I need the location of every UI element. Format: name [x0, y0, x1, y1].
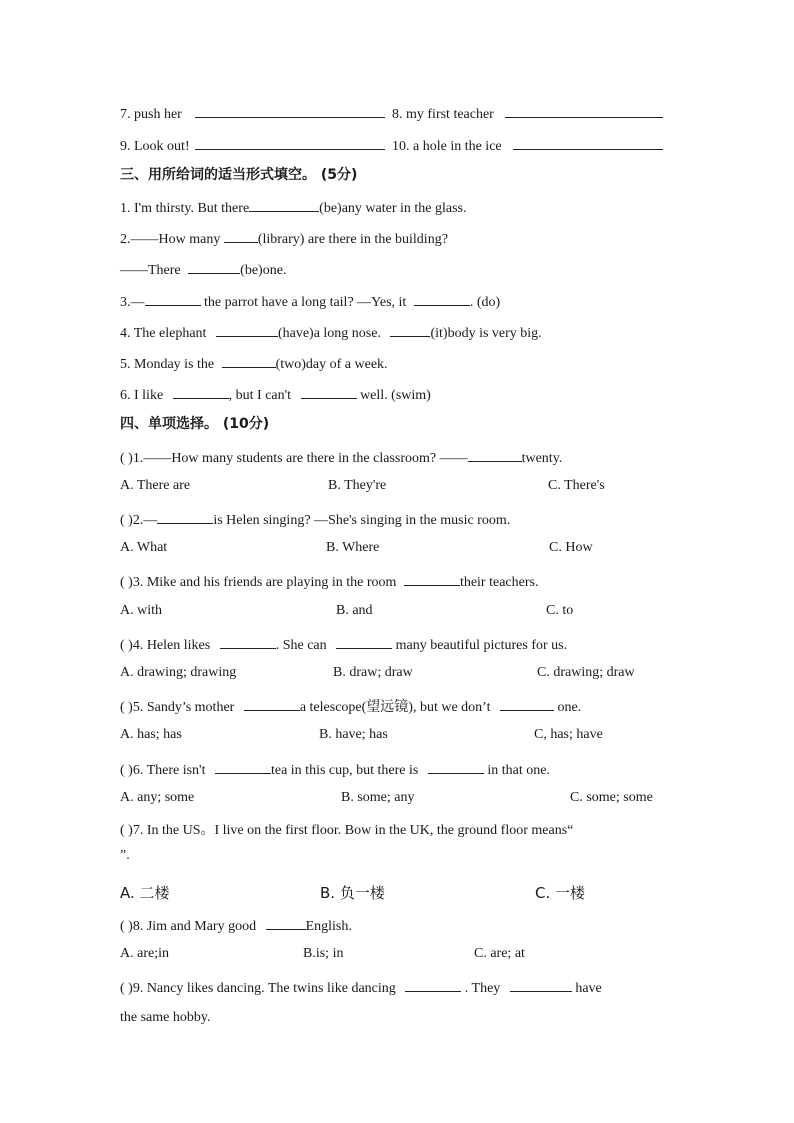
s4-q2-option-c[interactable]: C. How: [549, 540, 593, 555]
item-9-text: 9. Look out!: [120, 139, 190, 154]
s3-q5-text: 5. Monday is the: [120, 357, 215, 372]
item-7-text: 7. push her: [120, 107, 182, 122]
answer-blank[interactable]: [390, 322, 430, 337]
s3-q1-text: 1. I'm thirsty. But there: [120, 201, 250, 216]
answer-blank[interactable]: [224, 228, 258, 243]
s3-question-1: [120, 197, 674, 219]
s3-q6-text-2: , but I can't: [228, 388, 292, 403]
s4-q8-option-c[interactable]: C. are; at: [474, 946, 525, 961]
s4-q3-option-c[interactable]: C. to: [546, 603, 574, 618]
s3-q4-text: 4. The elephant: [120, 326, 207, 341]
s3-q3-text-3: . (do): [469, 295, 501, 310]
answer-blank[interactable]: [188, 259, 240, 274]
answer-blank[interactable]: [500, 696, 554, 711]
s4-question-8: [120, 915, 674, 937]
s3-q3-text-2: the parrot have a long tail? —Yes, it: [200, 295, 407, 310]
s4-q9-text-2: . They: [461, 981, 501, 996]
s4-question-9: [120, 977, 674, 999]
s4-q5-option-c[interactable]: C, has; have: [534, 727, 603, 742]
s4-q9-text-3: have: [571, 981, 602, 996]
section-4-heading: 四、单项选择。 (10分): [120, 416, 270, 432]
s3-q4-text-2: (have)a long nose.: [277, 326, 381, 341]
answer-blank[interactable]: [266, 915, 306, 930]
s4-question-4: [120, 634, 674, 656]
item-10-text: 10. a hole in the ice: [392, 139, 502, 154]
s4-question-9-continued: [120, 1008, 674, 1028]
item-8-text: 8. my first teacher: [392, 107, 494, 122]
s4-q1-option-b[interactable]: B. They're: [328, 478, 387, 493]
answer-blank[interactable]: [468, 447, 522, 462]
s4-q3-text-2: their teachers.: [459, 575, 539, 590]
item-10: [392, 135, 663, 155]
s4-question-3: [120, 571, 674, 593]
s4-q7-option-b[interactable]: B. 负一楼: [320, 884, 385, 902]
s3-question-4: [120, 322, 674, 344]
s4-q9-text-4: the same hobby.: [120, 1010, 211, 1025]
s4-q7-text-2: ”.: [120, 848, 130, 863]
answer-blank[interactable]: [510, 977, 572, 992]
s4-question-2: [120, 509, 674, 531]
answer-blank[interactable]: [405, 977, 461, 992]
s3-q2c-text: ——There: [120, 263, 181, 278]
answer-blank[interactable]: [222, 353, 276, 368]
s3-q2c-text-2: (be)one.: [240, 263, 287, 278]
s3-question-2: [120, 228, 674, 250]
s4-q6-text-2: tea in this cup, but there is: [270, 763, 419, 778]
s4-q5-text-2: a telescope(望远镜), but we don’t: [299, 700, 491, 715]
s4-q4-text: ( )4. Helen likes: [120, 638, 211, 653]
s4-q2-option-a[interactable]: A. What: [120, 540, 168, 555]
s4-question-7-continued: [120, 846, 674, 866]
answer-blank[interactable]: [145, 291, 201, 306]
s4-q4-option-b[interactable]: B. draw; draw: [333, 665, 413, 680]
s4-q7-text: ( )7. In the US。I live on the first floor. Bow in the UK, the ground floor means“: [120, 823, 574, 838]
answer-blank[interactable]: [195, 135, 385, 150]
s4-question-1: [120, 447, 674, 469]
answer-blank[interactable]: [336, 634, 392, 649]
s4-q3-option-b[interactable]: B. and: [336, 603, 373, 618]
answer-blank[interactable]: [220, 634, 276, 649]
section-3-heading: 三、用所给词的适当形式填空。 (5分): [120, 167, 358, 183]
answer-blank[interactable]: [513, 135, 663, 150]
s4-q2-text-2: is Helen singing? —She's singing in the music room.: [213, 513, 511, 528]
s4-q1-text-2: twenty.: [521, 451, 563, 466]
s3-q4-text-3: (it)body is very big.: [430, 326, 542, 341]
s4-q8-option-a[interactable]: A. are;in: [120, 946, 169, 961]
answer-blank[interactable]: [505, 103, 663, 118]
answer-blank[interactable]: [216, 322, 278, 337]
s4-q6-option-c[interactable]: C. some; some: [570, 790, 653, 805]
s4-q4-option-a[interactable]: A. drawing; drawing: [120, 665, 237, 680]
s4-q1-option-c[interactable]: C. There's: [548, 478, 605, 493]
answer-blank[interactable]: [404, 571, 460, 586]
s4-q8-option-b[interactable]: B.is; in: [303, 946, 344, 961]
s4-q7-option-a[interactable]: A. 二楼: [120, 884, 170, 902]
s3-question-5: [120, 353, 674, 375]
answer-blank[interactable]: [414, 291, 470, 306]
s3-q1-text-2: (be)any water in the glass.: [319, 201, 467, 216]
s4-q1-option-a[interactable]: A. There are: [120, 478, 191, 493]
s4-q6-text: ( )6. There isn't: [120, 763, 206, 778]
s3-q3-text: 3.—: [120, 295, 145, 310]
answer-blank[interactable]: [157, 509, 213, 524]
s3-q2-text-2: (library) are there in the building?: [257, 232, 448, 247]
s4-q6-text-3: in that one.: [483, 763, 550, 778]
s3-q5-text-2: (two)day of a week.: [275, 357, 388, 372]
s4-q9-text: ( )9. Nancy likes dancing. The twins like dancing: [120, 981, 396, 996]
s4-q3-option-a[interactable]: A. with: [120, 603, 162, 618]
s4-q4-text-3: many beautiful pictures for us.: [392, 638, 568, 653]
s4-question-7: [120, 821, 674, 841]
s4-q3-text: ( )3. Mike and his friends are playing in the room: [120, 575, 397, 590]
s3-q2-text: 2.——How many: [120, 232, 221, 247]
s4-q4-text-2: . She can: [275, 638, 327, 653]
item-7: [120, 103, 385, 123]
s4-q5-text: ( )5. Sandy’s mother: [120, 700, 235, 715]
s3-q6-text-3: well. (swim): [356, 388, 431, 403]
s4-q5-option-b[interactable]: B. have; has: [319, 727, 388, 742]
s4-question-5: [120, 696, 674, 718]
answer-blank[interactable]: [215, 759, 271, 774]
s4-question-6: [120, 759, 674, 781]
item-8: [392, 103, 663, 123]
s4-q5-text-3: one.: [553, 700, 582, 715]
s4-q2-option-b[interactable]: B. Where: [326, 540, 380, 555]
answer-blank[interactable]: [173, 384, 229, 399]
s4-q4-option-c[interactable]: C. drawing; draw: [537, 665, 635, 680]
s4-q5-option-a[interactable]: A. has; has: [120, 727, 182, 742]
answer-blank[interactable]: [428, 759, 484, 774]
s3-question-3: [120, 291, 674, 313]
s4-q6-option-b[interactable]: B. some; any: [341, 790, 415, 805]
s4-q6-option-a[interactable]: A. any; some: [120, 790, 195, 805]
answer-blank[interactable]: [244, 696, 300, 711]
s4-q8-text-2: English.: [305, 919, 352, 934]
s3-q6-text: 6. I like: [120, 388, 164, 403]
s4-q7-option-c[interactable]: C. 一楼: [535, 884, 586, 902]
answer-blank[interactable]: [301, 384, 357, 399]
item-9: [120, 135, 385, 155]
s3-question-6: [120, 384, 674, 406]
s4-q8-text: ( )8. Jim and Mary good: [120, 919, 257, 934]
s4-q1-text: ( )1.——How many students are there in the classroom? ——: [120, 451, 468, 466]
s3-question-2-continued: [120, 259, 674, 281]
answer-blank[interactable]: [249, 197, 319, 212]
s4-q2-text: ( )2.—: [120, 513, 158, 528]
answer-blank[interactable]: [195, 103, 385, 118]
